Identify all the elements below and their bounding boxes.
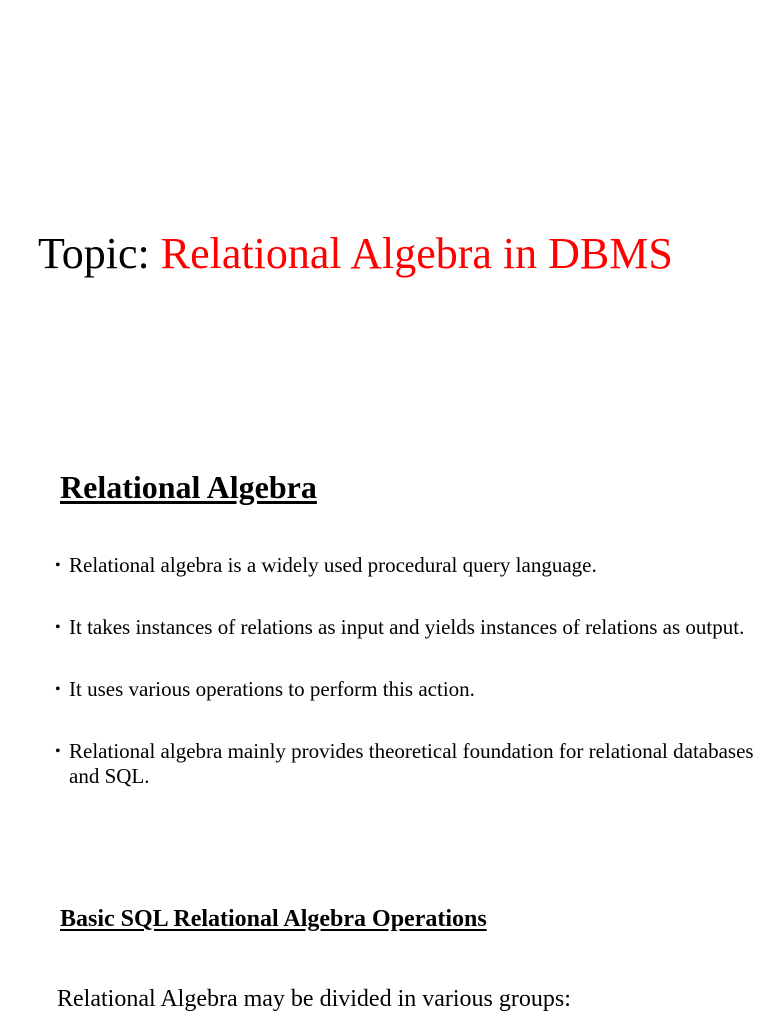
- bullet-item: [55, 677, 755, 702]
- bullet-marker: •: [55, 743, 61, 760]
- bullet-marker: •: [55, 619, 61, 636]
- bullet-list: [55, 553, 755, 826]
- operations-paragraph: Relational Algebra may be divided in various groups:: [57, 986, 571, 1012]
- bullet-marker: •: [55, 681, 61, 698]
- bullet-item: [55, 615, 755, 640]
- bullet-item: [55, 739, 755, 789]
- page-title: [38, 226, 673, 282]
- section-heading: Relational Algebra: [60, 469, 317, 505]
- operations-heading: Basic SQL Relational Algebra Operations: [60, 906, 487, 932]
- bullet-text: It uses various operations to perform this action.: [69, 677, 475, 701]
- bullet-marker: •: [55, 557, 61, 574]
- title-prefix: Topic:: [38, 229, 161, 278]
- title-accent: Relational Algebra in DBMS: [160, 229, 673, 278]
- bullet-item: [55, 553, 755, 578]
- bullet-text: Relational algebra is a widely used procedural query language.: [69, 553, 597, 577]
- bullet-text: Relational algebra mainly provides theoretical foundation for relational databases and SQL.: [69, 739, 754, 788]
- bullet-text: It takes instances of relations as input and yields instances of relations as output.: [69, 615, 745, 639]
